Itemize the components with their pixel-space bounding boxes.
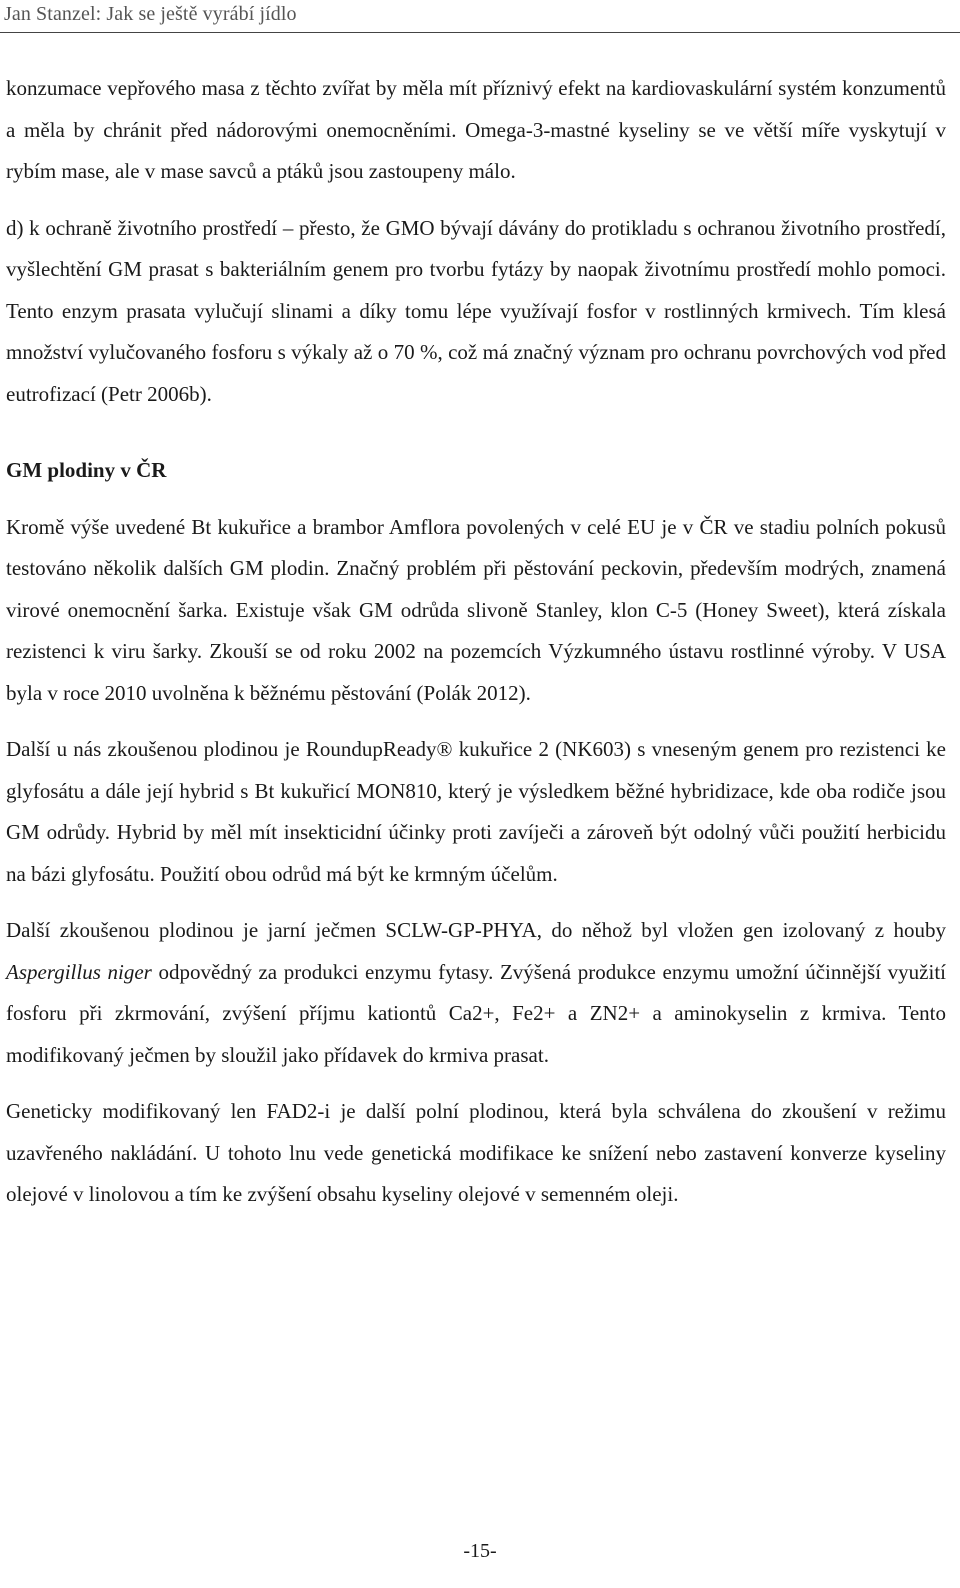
running-header-title: Jan Stanzel: Jak se ještě vyrábí jídlo (4, 3, 297, 25)
paragraph-plum: Kromě výše uvedené Bt kukuřice a brambor Amflora povolených v celé EU je v ČR ve stadiu polních pokusů testováno několik dalších GM plodin. Značný problém při pěstování peckovin, především modrých, znamená virové onemocnění šarka. Existuje však GM odrůda slivoně Stanley, klon C-5 (Honey Sweet), která získala rezistenci k viru šarky. Zkouší se od roku 2002 na pozemcích Výzkumného ústavu rostlinné výroby. V USA byla v roce 2010 uvolněna k běžnému pěstování (Polák 2012). (6, 514, 946, 705)
paragraph-maize: Další u nás zkoušenou plodinou je RoundupReady® kukuřice 2 (NK603) s vneseným genem pro rezistenci ke glyfosátu a dále její hybrid s Bt kukuřicí MON810, který je výsledkem běžné hybridizace, kde oba rodiče jsou GM odrůdy. Hybrid by měl mít insekticidní účinky proti zavíječi a zároveň být odolný vůči použití herbicidu na bázi glyfosátu. Použití obou odrůd má být ke krmným účelům. (6, 737, 946, 886)
page-number: -15- (463, 1540, 497, 1562)
paragraph-barley (6, 910, 946, 1076)
species-name: Aspergillus niger (6, 959, 152, 984)
barley-text-start: Další zkoušenou plodinou je jarní ječmen SCLW-GP-PHYA, do něhož byl vložen gen izolovaný z houby (6, 918, 946, 942)
page-header (0, 0, 960, 33)
paragraph-flax: Geneticky modifikovaný len FAD2-i je další polní plodinou, která byla schválena do zkoušení v režimu uzavřeného nakládání. U tohoto lnu vede genetická modifikace ke snížení nebo zastavení konverze kyseliny olejové v linolovou a tím ke zvýšení obsahu kyseliny olejové v semenném oleji. (6, 1099, 946, 1206)
section-heading: GM plodiny v ČR (6, 458, 167, 482)
paragraph-continuation: konzumace vepřového masa z těchto zvířat by měla mít příznivý efekt na kardiovaskulární systém konzumentů a měla by chránit před nádorovými onemocněními. Omega-3-mastné kyseliny se ve větší míře vyskytují v rybím mase, ale v mase savců a ptáků jsou zastoupeny málo. (6, 76, 946, 183)
barley-text-end: odpovědný za produkci enzymu fytasy. Zvýšená produkce enzymu umožní účinnější využití fosforu při zkrmování, zvýšení příjmu kationtů Ca2+, Fe2+ a ZN2+ a aminokyselin z krmiva. Tento modifikovaný ječmen by sloužil jako přídavek do krmiva prasat. (6, 959, 946, 1067)
page-content (6, 68, 946, 1231)
paragraph-environment: d) k ochraně životního prostředí – přesto, že GMO bývají dávány do protikladu s ochranou životního prostředí, vyšlechtění GM prasat s bakteriálním genem pro tvorbu fytázy by naopak životnímu prostředí mohlo pomoci. Tento enzym prasata vylučují slinami a díky tomu lépe využívají fosfor v rostlinných krmivech. Tím klesá množství vylučovaného fosforu s výkaly až o 70 %, což má značný význam pro ochranu povrchových vod před eutrofizací (Petr 2006b). (6, 215, 946, 406)
